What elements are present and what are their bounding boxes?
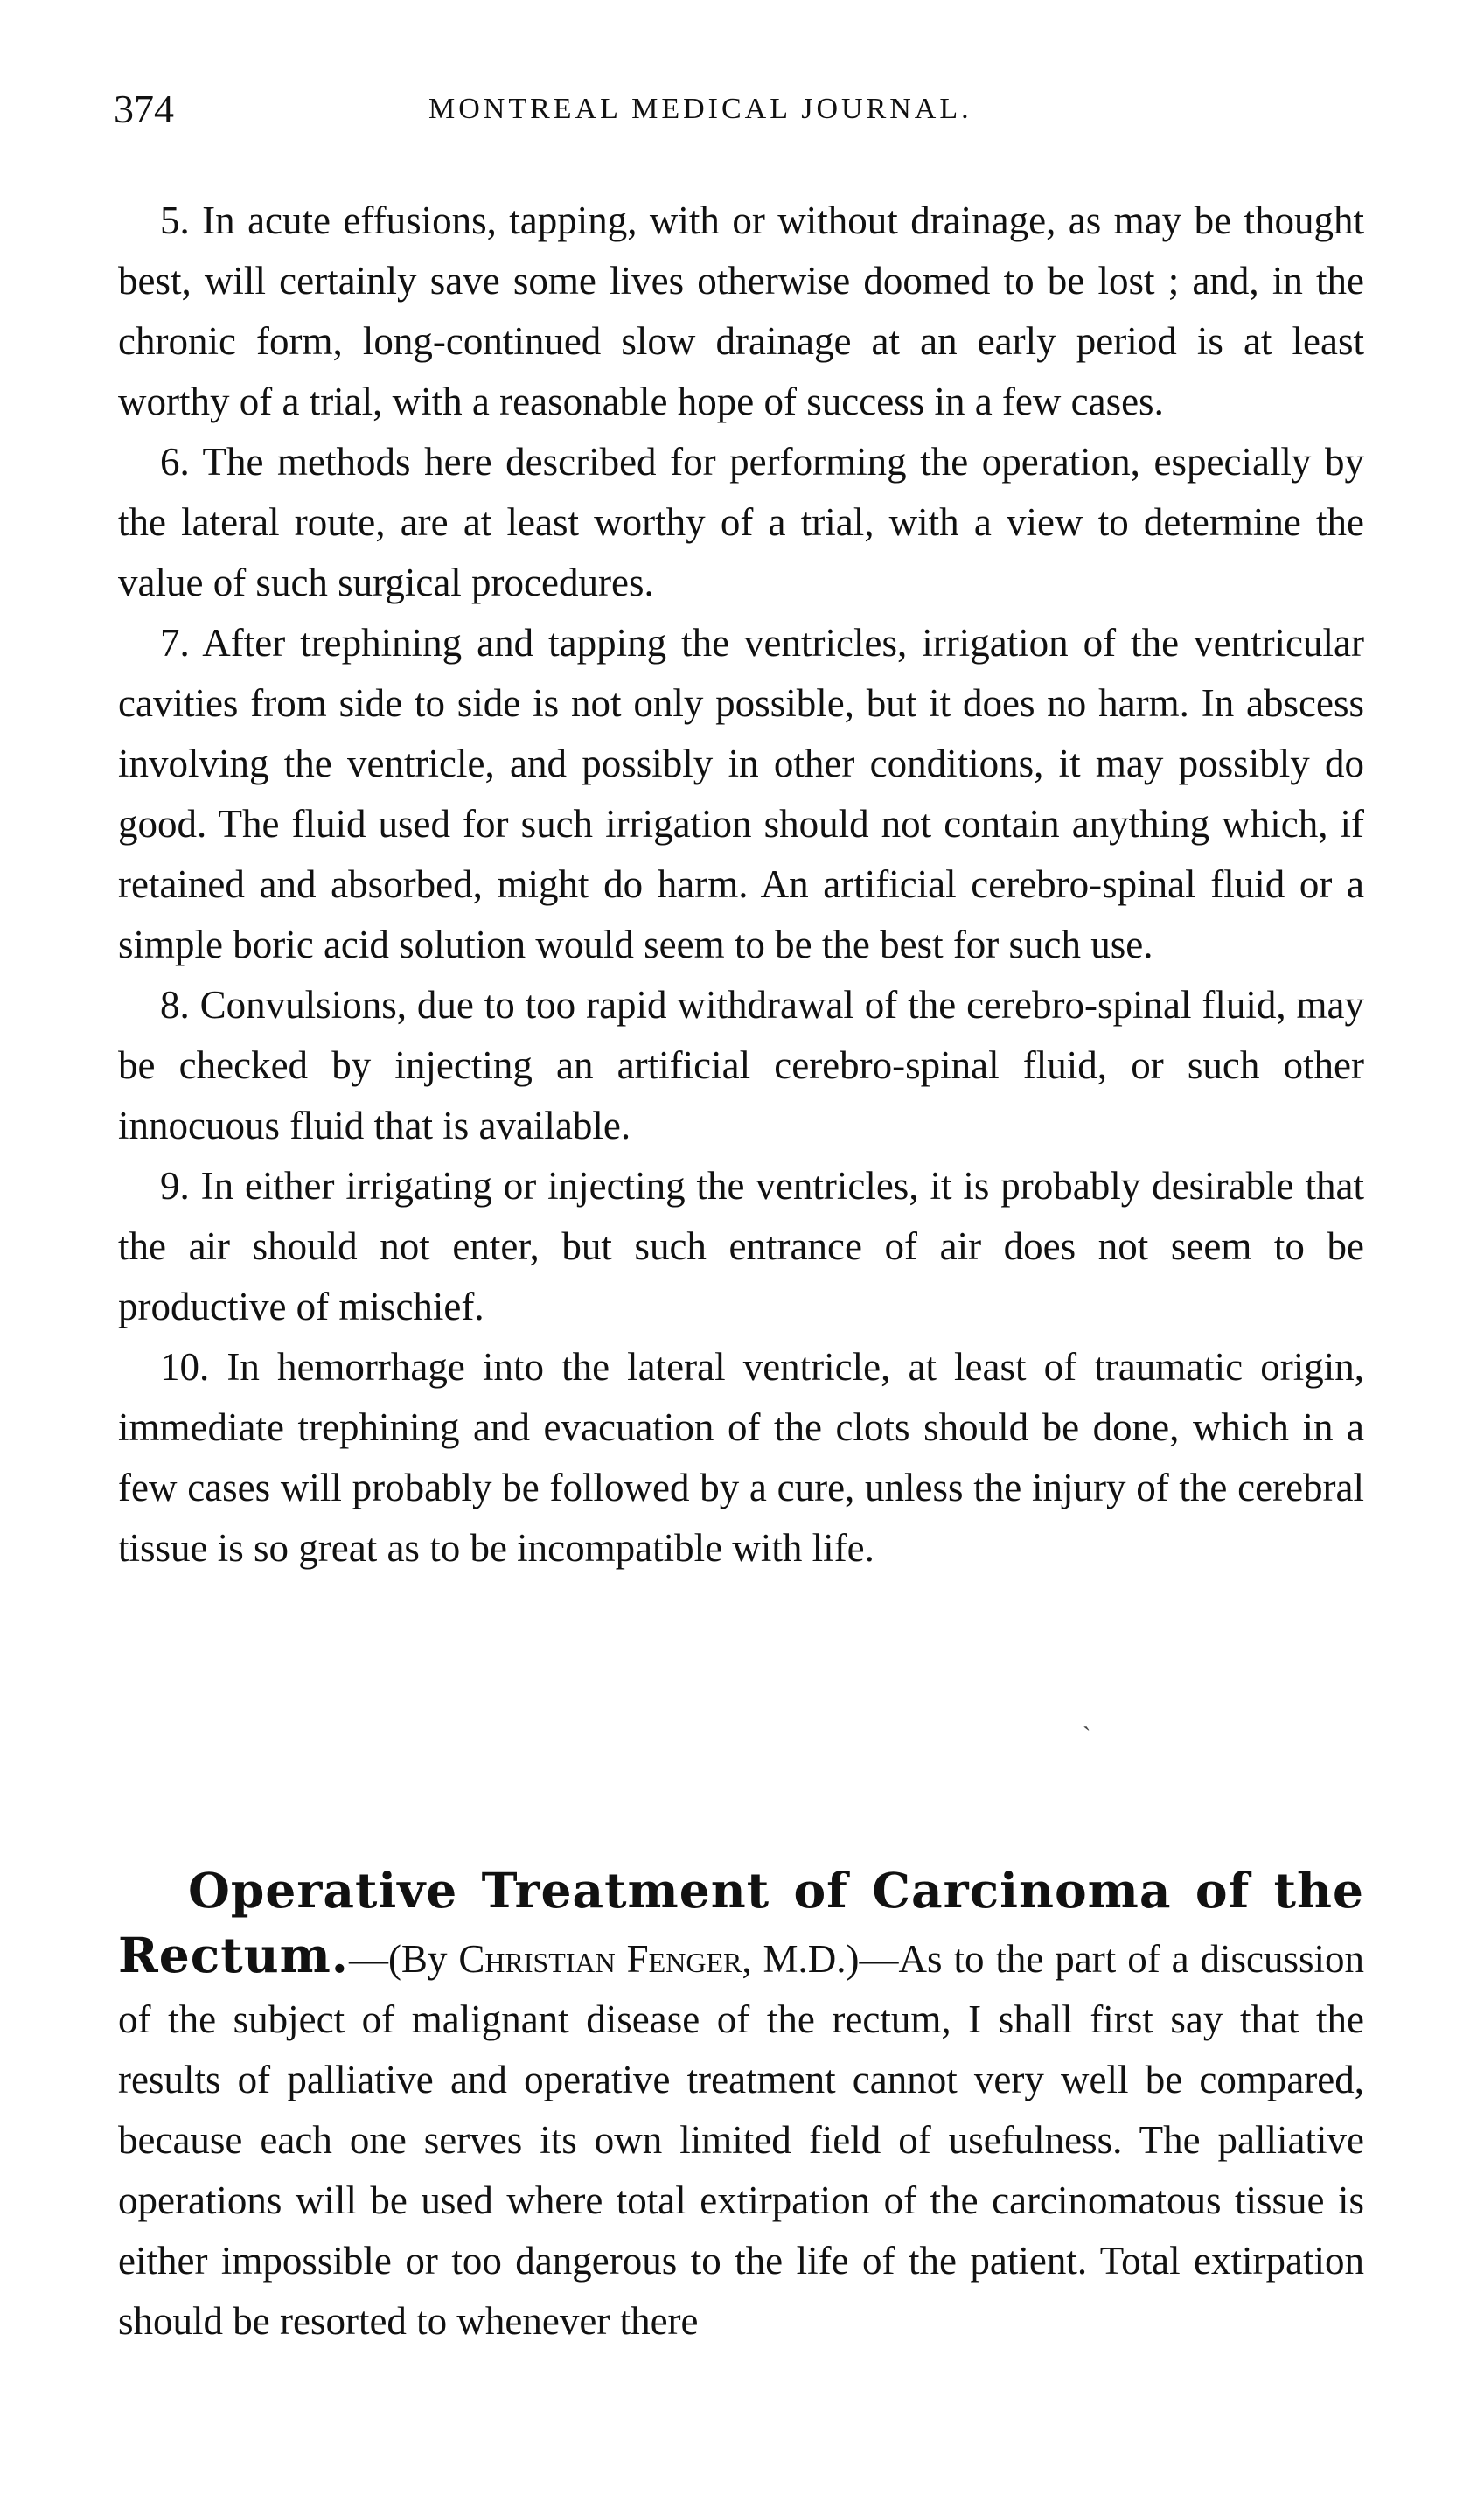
page-number: 374 bbox=[114, 87, 174, 131]
article-body: As to the part of a discussion of the subject of malignant disease of the rectum, I shall first say that the results of palliative and operative treatment cannot very well be compared, because each one serves its own limited field of usefulness. The palliative operations will be used where total extirpation of the carcinomatous tissue is either impossible or too dangerous to the life of the patient. Total extirpation should be resorted to whenever there bbox=[118, 1937, 1365, 2343]
author-name: Christian Fenger bbox=[458, 1937, 742, 1981]
running-head bbox=[114, 83, 1355, 136]
journal-title: MONTREAL MEDICAL JOURNAL. bbox=[428, 93, 972, 125]
print-speck-mark: ` bbox=[1083, 1723, 1091, 1750]
byline-close: , M.D.)— bbox=[742, 1937, 899, 1981]
byline-open: —(By bbox=[348, 1937, 459, 1981]
conclusion-item-10: 10. In hemorrhage into the lateral ventricle, at least of traumatic origin, immediate trephining and evacuation of the clots should be done, which in a few cases will probably be followed by a cure, unless the injury of the cerebral tissue is so great as to be incompatible with life. bbox=[118, 1345, 1364, 1570]
article-paragraph bbox=[118, 1860, 1364, 2352]
article-section bbox=[118, 1860, 1364, 2352]
conclusion-item-7: 7. After trephining and tapping the ventricles, irrigation of the ventricular cavities from side to side is not only possible, but it does no harm. In abscess involving the ventricle, and possibly in other conditions, it may possibly do good. The fluid used for such irrigation should not contain anything which, if retained and absorbed, might do harm. An artificial cerebro-spinal fluid or a simple boric acid solution would seem to be the best for such use. bbox=[118, 621, 1364, 966]
conclusion-item-8: 8. Convulsions, due to too rapid withdrawal of the cerebro-spinal fluid, may be checked by injecting an artificial cerebro-spinal fluid, or such other innocuous fluid that is available. bbox=[118, 983, 1364, 1147]
numbered-conclusions bbox=[118, 191, 1364, 1579]
article-title: Operative Treatment of Carcinoma of the Rectum. bbox=[118, 1862, 1364, 1983]
conclusion-item-9: 9. In either irrigating or injecting the ventricles, it is probably desirable that the air should not enter, but such entrance of air does not seem to be productive of mischief. bbox=[118, 1164, 1364, 1328]
conclusion-item-6: 6. The methods here described for performing the operation, especially by the lateral route, are at least worthy of a trial, with a view to determine the value of such surgical procedures. bbox=[118, 440, 1364, 604]
conclusion-item-5: 5. In acute effusions, tapping, with or without drainage, as may be thought best, will certainly save some lives otherwise doomed to be lost ; and, in the chronic form, long-continued slow drainage at an early period is at least worthy of a trial, with a reasonable hope of success in a few cases. bbox=[118, 199, 1364, 423]
